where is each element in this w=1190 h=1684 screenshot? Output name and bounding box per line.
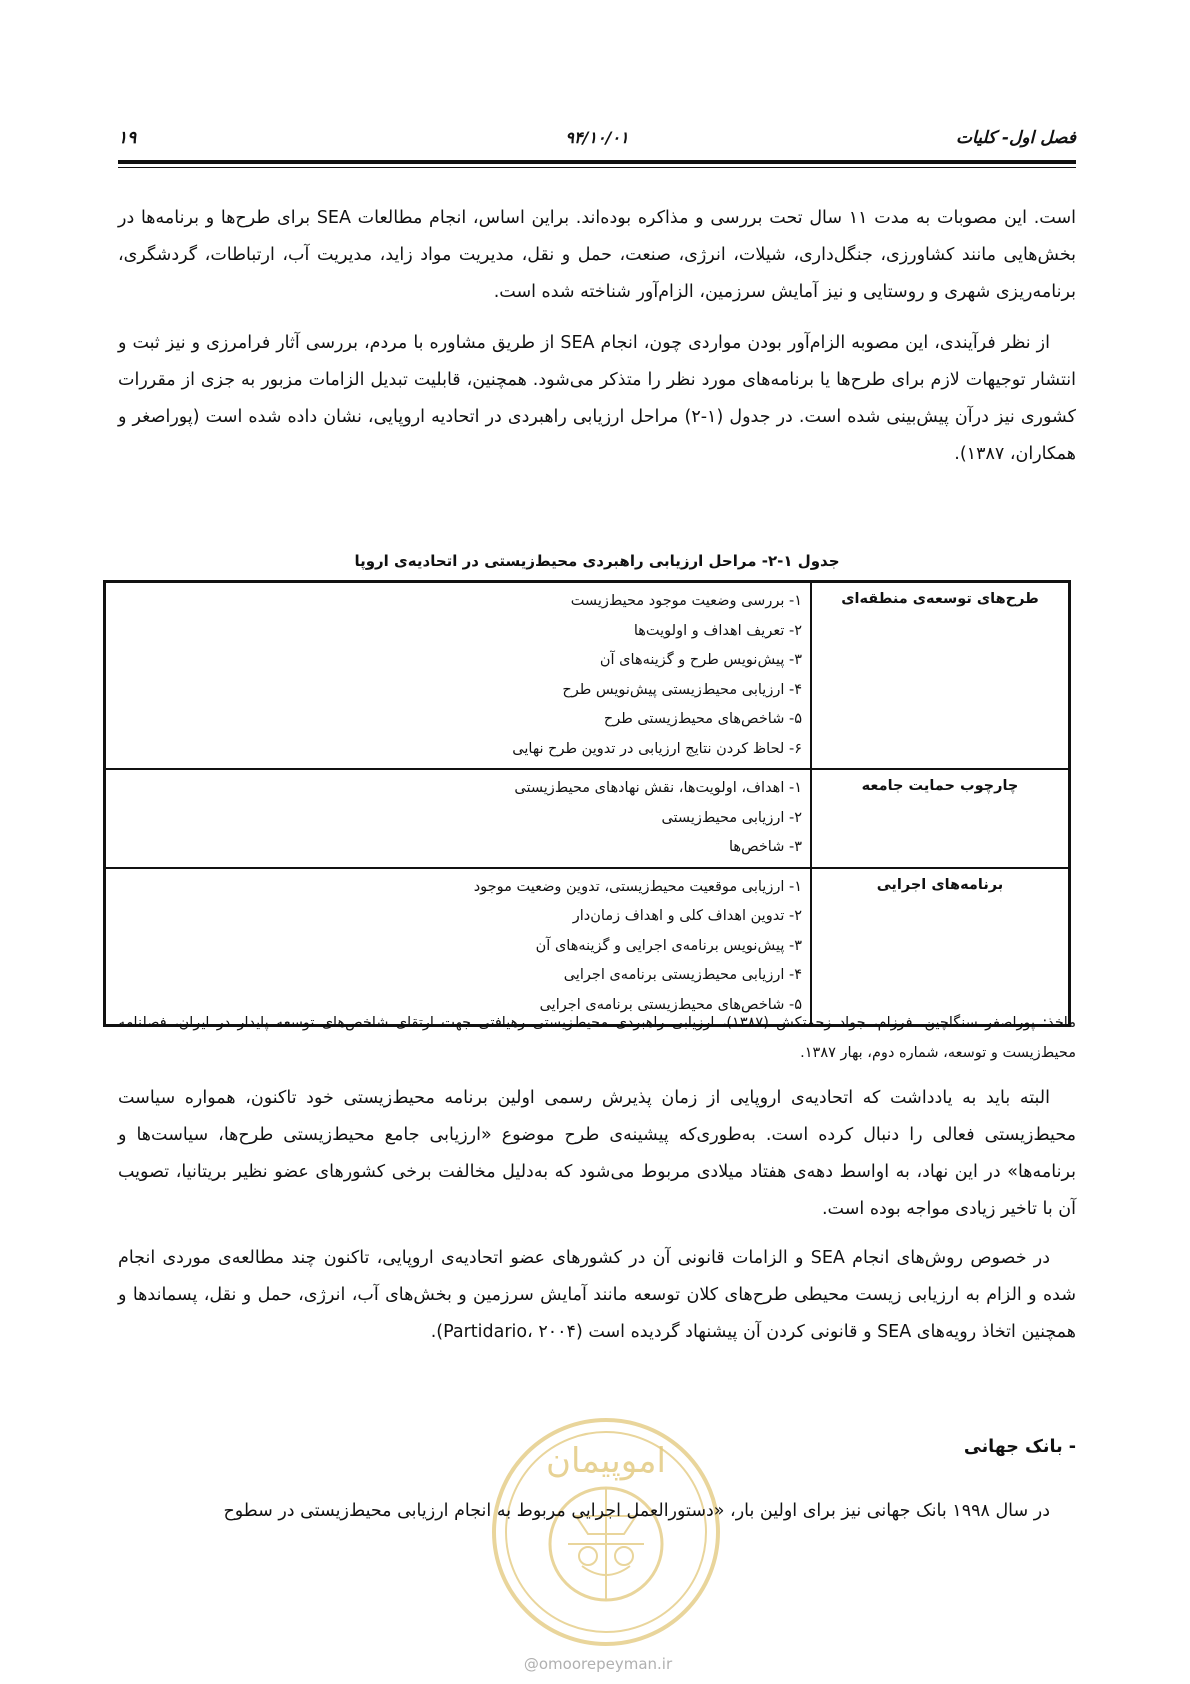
- header-rule-thick: [118, 160, 1076, 164]
- page-header: [118, 128, 1076, 152]
- table-item: ۳- پیش‌نویس طرح و گزینه‌های آن: [599, 652, 802, 668]
- chapter-title: فصل اول- کلیات: [956, 128, 1076, 148]
- table-caption: جدول ۱-۲- مراحل ارزیابی راهبردی محیط‌زیستی در اتحادیه‌ی اروپا: [354, 552, 840, 570]
- table-item: ۵- شاخص‌های محیط‌زیستی برنامه‌ی اجرایی: [539, 996, 802, 1013]
- header-code: ۹۴/۱۰/۰۱: [565, 128, 629, 147]
- table-item: ۱- اهداف، اولویت‌ها، نقش نهادهای محیط‌زیستی: [514, 780, 802, 796]
- table-items: [105, 582, 812, 770]
- table-item: ۶- لحاظ کردن نتایج ارزیابی در تدوین طرح نهایی: [512, 740, 802, 757]
- table-item: ۲- تدوین اهداف کلی و اهداف زمان‌دار: [572, 908, 802, 924]
- table-items: [105, 868, 812, 1026]
- section-heading: - بانک جهانی: [963, 1437, 1076, 1457]
- table-item: ۱- ارزیابی موقعیت محیط‌زیستی، تدوین وضعیت موجود: [473, 878, 802, 895]
- watermark-text: اموپیمان: [546, 1441, 666, 1481]
- sea-stages-table: [103, 580, 1071, 1027]
- table-row: [105, 769, 1070, 868]
- table-items: [105, 769, 812, 868]
- table-item: ۳- پیش‌نویس برنامه‌ی اجرایی و گزینه‌های آن: [535, 937, 802, 954]
- table-row: [105, 582, 1070, 770]
- table-item: ۵- شاخص‌های محیط‌زیستی طرح: [603, 711, 802, 727]
- table-item: ۴- ارزیابی محیط‌زیستی پیش‌نویس طرح: [562, 681, 802, 698]
- table-item: ۱- بررسی وضعیت موجود محیط‌زیست: [570, 593, 802, 609]
- paragraph-4: در خصوص روش‌های انجام SEA و الزامات قانونی آن در کشورهای عضو اتحادیه‌ی اروپایی، تاکنون چند مطالعه‌ی موردی انجام شده و الزام به ارزیابی زیست محیطی طرح‌های کلان توسعه مانند آمایش سرزمین و بخش‌های آب، انرژی، حمل و نقل، پسماندها و همچنین اتخاذ رویه‌های SEA و قانونی کردن آن پیشنهاد گردیده است (Partidario، ۲۰۰۴).: [118, 1248, 1076, 1342]
- paragraph-5: در سال ۱۹۹۸ بانک جهانی نیز برای اولین بار، «دستورالعمل اجرایی مربوط به انجام ارزیابی محیط‌زیستی در سطوح: [223, 1501, 1050, 1521]
- page-number: ۱۹: [118, 128, 137, 148]
- table-item: ۲- ارزیابی محیط‌زیستی: [661, 809, 802, 826]
- table-source: ماخذ: پوراصغر سنگاچین. فرزام، جواد زحمتکش (۱۳۸۷)، ارزیابی راهبردی محیط‌زیستی رهیافتی جهت ارتقای شاخص‌های توسعه پایدار در ایران، فصلنامه محیط‌زیست و توسعه، شماره دوم، بهار ۱۳۸۷.: [118, 1015, 1076, 1061]
- table-category: طرح‌های توسعه‌ی منطقه‌ای: [811, 582, 1070, 770]
- table-item: ۴- ارزیابی محیط‌زیستی برنامه‌ی اجرایی: [563, 967, 802, 983]
- table-item: ۲- تعریف اهداف و اولویت‌ها: [633, 622, 802, 639]
- header-rule-thin: [118, 167, 1076, 168]
- watermark-site: @omoorepeyman.ir: [523, 1655, 673, 1673]
- watermark-seal-icon: [486, 1416, 726, 1648]
- table-item: ۳- شاخص‌ها: [729, 839, 802, 855]
- table-category: چارچوب حمایت جامعه: [811, 769, 1070, 868]
- table-category: برنامه‌های اجرایی: [811, 868, 1070, 1026]
- paragraph-1: است. این مصوبات به مدت ۱۱ سال تحت بررسی و مذاکره بوده‌اند. براین اساس، انجام مطالعات SEA برای طرح‌ها و برنامه‌ها در بخش‌هایی مانند کشاورزی، جنگل‌داری، شیلات، انرژی، صنعت، حمل و نقل، مدیریت مواد زاید، مدیریت آب، ارتباطات، گردشگری، برنامه‌ریزی شهری و روستایی و نیز آمایش سرزمین، الزام‌آور شناخته شده است.: [118, 208, 1076, 302]
- paragraph-2: از نظر فرآیندی، این مصوبه الزام‌آور بودن مواردی چون، انجام SEA از طریق مشاوره با مردم، بررسی آثار فرامرزی و نیز ثبت و انتشار توجیهات لازم برای طرح‌ها یا برنامه‌های مورد نظر را متذکر می‌شود. همچنین، قابلیت تبدیل الزامات مزبور به جزی از مقررات کشوری نیز درآن پیش‌بینی شده است. در جدول (۱-۲) مراحل ارزیابی راهبردی در اتحادیه اروپایی، نشان داده شده است (پوراصغر و همکاران، ۱۳۸۷).: [118, 333, 1076, 464]
- table-row: [105, 868, 1070, 1026]
- paragraph-3: البته باید به یادداشت که اتحادیه‌ی اروپایی از زمان پذیرش رسمی اولین برنامه محیط‌زیستی خود تاکنون، همواره سیاست محیط‌زیستی فعالی را دنبال کرده است. به‌طوری‌که پیشینه‌ی طرح موضوع «ارزیابی جامع محیط‌زیستی طرح‌ها، سیاست‌ها و برنامه‌ها» در این نهاد، به اواسط دهه‌ی هفتاد میلادی مربوط می‌شود که به‌دلیل مخالفت برخی کشورهای عضو نظیر بریتانیا، تصویب آن با تاخیر زیادی مواجه بوده است.: [118, 1088, 1076, 1219]
